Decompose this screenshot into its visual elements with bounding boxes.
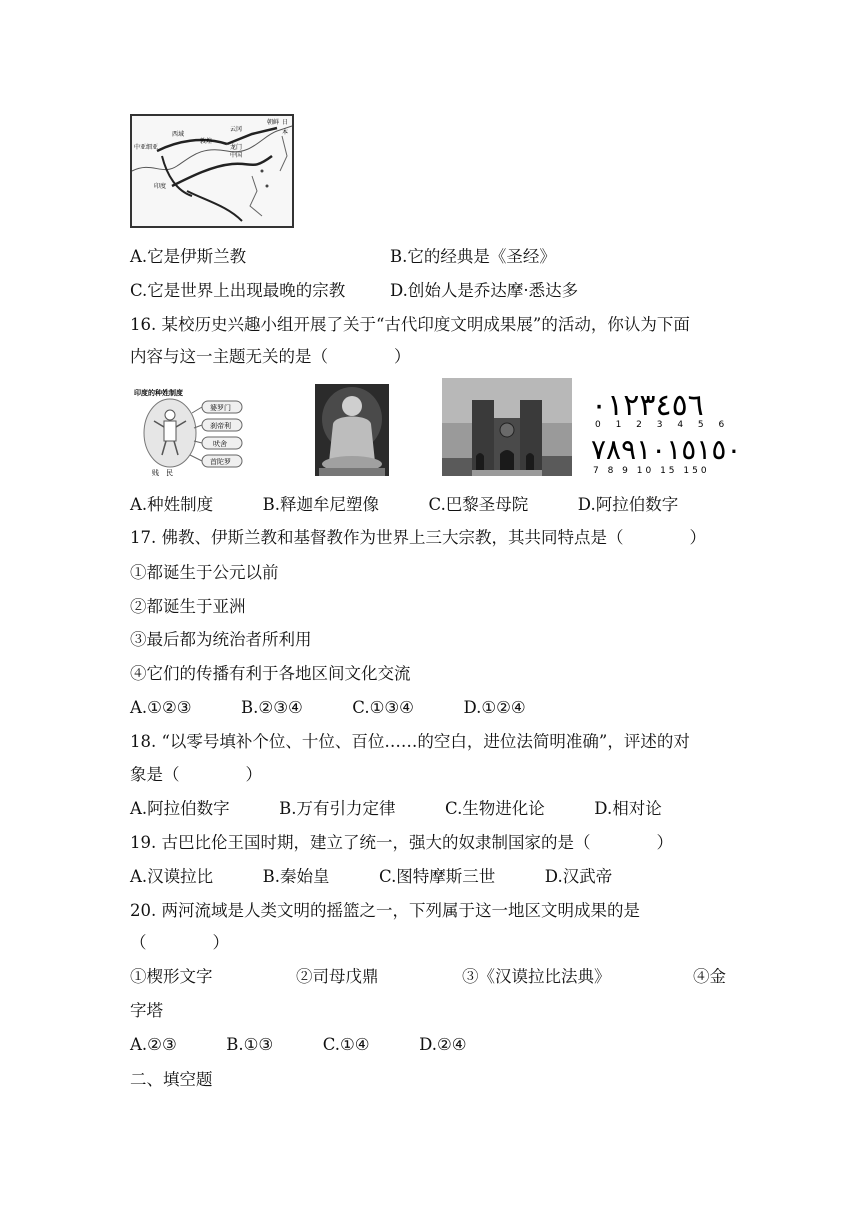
caste-base-label: 贱 民 [152, 469, 173, 477]
caste-system-image [130, 383, 250, 477]
map-label: 敦煌 [200, 138, 213, 145]
q16-stem-line2: 内容与这一主题无关的是（ ） [130, 347, 411, 366]
buddhism-spread-map [130, 114, 294, 228]
map-label: 本 [282, 129, 289, 136]
q18-stem-line2: 象是（ ） [130, 765, 262, 784]
map-label: 印度 [154, 183, 167, 190]
buddha-statue-image [315, 384, 389, 476]
map-label: 西域 [172, 131, 185, 138]
caste-label: 刹帝利 [210, 422, 231, 430]
q17-item-2: ②都诞生于亚洲 [130, 597, 246, 616]
caste-diagram [130, 383, 250, 477]
section-heading-fill-in: 二、填空题 [130, 1070, 213, 1089]
q20-item-1: ①楔形文字 [130, 967, 213, 986]
buddha-graphic [315, 384, 389, 476]
q20-item-4-continued: 字塔 [130, 1001, 163, 1020]
latin-numerals-row1: 0 1 2 3 4 5 6 [595, 420, 731, 430]
map-label: 中国 [230, 152, 243, 159]
q15-option-a: A.它是伊斯兰教 [130, 247, 247, 266]
map-graphic [132, 116, 292, 226]
notre-dame-image [442, 378, 572, 476]
q15-option-d: D.创始人是乔达摩·悉达多 [390, 281, 579, 300]
q16-options: A.种姓制度 B.释迦牟尼塑像 C.巴黎圣母院 D.阿拉伯数字 [130, 495, 679, 514]
map-label: 日 [282, 119, 289, 126]
q15-option-c: C.它是世界上出现最晚的宗教 [130, 281, 346, 300]
q20-options: A.②③ B.①③ C.①④ D.②④ [130, 1035, 467, 1054]
latin-numerals-row2: 7 8 9 10 15 150 [593, 466, 710, 476]
q17-item-3: ③最后都为统治者所利用 [130, 630, 312, 649]
notre-dame-graphic [442, 378, 572, 476]
q18-options: A.阿拉伯数字 B.万有引力定律 C.生物进化论 D.相对论 [130, 799, 662, 818]
q20-stem-line1: 20. 两河流域是人类文明的摇篮之一，下列属于这一地区文明成果的是 [130, 901, 640, 920]
arabic-numerals-row2: ٧٨٩١٠١٥١٥٠ [591, 433, 742, 466]
q19-options: A.汉谟拉比 B.秦始皇 C.图特摩斯三世 D.汉武帝 [130, 867, 613, 886]
map-label: 云冈 [230, 126, 243, 133]
q20-item-4: ④金 [693, 967, 726, 986]
q17-item-4: ④它们的传播有利于各地区间文化交流 [130, 664, 411, 683]
q20-stem-line2: （ ） [130, 933, 229, 952]
caste-label: 首陀罗 [210, 458, 231, 466]
caste-label: 婆罗门 [210, 404, 231, 412]
q17-options: A.①②③ B.②③④ C.①③④ D.①②④ [130, 698, 526, 717]
caste-title: 印度的种姓制度 [134, 389, 183, 397]
map-label: 龙门 [230, 144, 243, 151]
caste-label: 吠舍 [213, 440, 227, 448]
map-label: 朝鲜 [267, 119, 280, 126]
q16-stem-line1: 16. 某校历史兴趣小组开展了关于“古代印度文明成果展”的活动，你认为下面 [130, 315, 690, 334]
map-label: 中亚细亚 [134, 144, 159, 151]
arabic-numerals-image [589, 381, 742, 477]
q15-option-b: B.它的经典是《圣经》 [390, 247, 556, 266]
q20-item-3: ③《汉谟拉比法典》 [462, 967, 611, 986]
arabic-numerals-graphic [589, 381, 742, 477]
q17-item-1: ①都诞生于公元以前 [130, 563, 279, 582]
q18-stem-line1: 18. “以零号填补个位、十位、百位……的空白，进位法简明准确”，评述的对 [130, 732, 690, 751]
q20-item-2: ②司母戊鼎 [296, 967, 379, 986]
q19-stem: 19. 古巴比伦王国时期，建立了统一，强大的奴隶制国家的是（ ） [130, 833, 673, 852]
arabic-numerals-row1: ٠١٢٣٤٥٦ [591, 388, 704, 423]
q17-stem: 17. 佛教、伊斯兰教和基督教作为世界上三大宗教，其共同特点是（ ） [130, 528, 706, 547]
